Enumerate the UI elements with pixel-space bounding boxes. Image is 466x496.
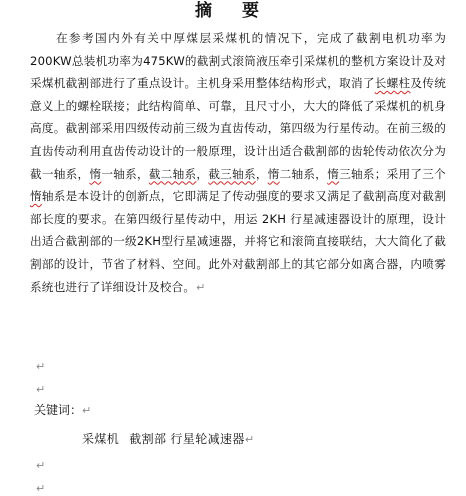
paragraph-mark-icon: ↵ [36, 360, 46, 373]
abstract-text: 三轴系；采用了三个 [339, 166, 446, 181]
spellcheck-flagged-text[interactable]: 惰 [267, 166, 280, 181]
document-title: 摘 要 [195, 1, 271, 21]
keywords-label [34, 402, 91, 419]
abstract-text: 及传统意义上的螺栓联接；此结构简单、可靠，且尺寸小，大大的降低了采煤机的机身高度。截割部采用四级传动前三级为直齿传动，第四级为行星传动。在前三级的直齿传动利用直齿传动设计的一般原理，设计出适合截割部的齿轮传动依次分为截一轴系， [30, 76, 446, 181]
abstract-paragraph [30, 27, 446, 299]
abstract-text: ， [196, 166, 209, 181]
keyword: 截割部 [129, 432, 167, 446]
paragraph-mark-icon: ↵ [36, 459, 46, 472]
abstract-text: 二轴系， [279, 166, 328, 181]
spellcheck-flagged-text[interactable]: 截二轴系 [148, 166, 197, 181]
keyword: 行星轮减速器 [170, 432, 245, 446]
spellcheck-flagged-text[interactable]: 惰 [89, 166, 102, 181]
keywords-line [82, 431, 254, 448]
paragraph-mark-icon: ↵ [244, 433, 255, 446]
keyword: 采煤机 [82, 432, 120, 446]
abstract-text: 一轴系， [101, 166, 149, 181]
abstract-text: 轴系是本设计的创新点，它即满足了传动强度的要求又满足了截割高度对截割部长度的要求。在第四级行星传动中，用运 2KH 行星减速器设计的原理，设计出适合截割部的一级2KH型行星减速器，并将它和滚筒直接联结，大大简化了截割部的设计，节省了材料、空间。此外对截割部上的其它部分如离合器，内喷雾系统也进行了详细设计及校合。 [30, 189, 446, 294]
paragraph-mark-icon: ↵ [36, 482, 46, 495]
spellcheck-flagged-text[interactable]: 截三轴系 [208, 166, 256, 181]
abstract-text: 在参考国内外有关中厚煤层采煤机的情况下，完成了截割电机功率为200KW总装机功率为475KW的截割式滚筒液压牵引采煤机的整机方案设计及对采煤机截割部进行了重点设计。主机身采用整体结构形式，取消了 [30, 31, 446, 91]
paragraph-mark-icon: ↵ [196, 280, 206, 294]
keywords-label-text: 关键词： [34, 403, 83, 417]
spellcheck-flagged-text[interactable]: 惰 [30, 189, 42, 204]
paragraph-mark-icon: ↵ [36, 383, 46, 396]
spellcheck-flagged-text[interactable]: 长螺柱 [374, 76, 411, 91]
abstract-text: ， [255, 166, 268, 181]
paragraph-mark-icon: ↵ [82, 404, 92, 417]
spellcheck-flagged-text[interactable]: 惰 [327, 166, 340, 181]
